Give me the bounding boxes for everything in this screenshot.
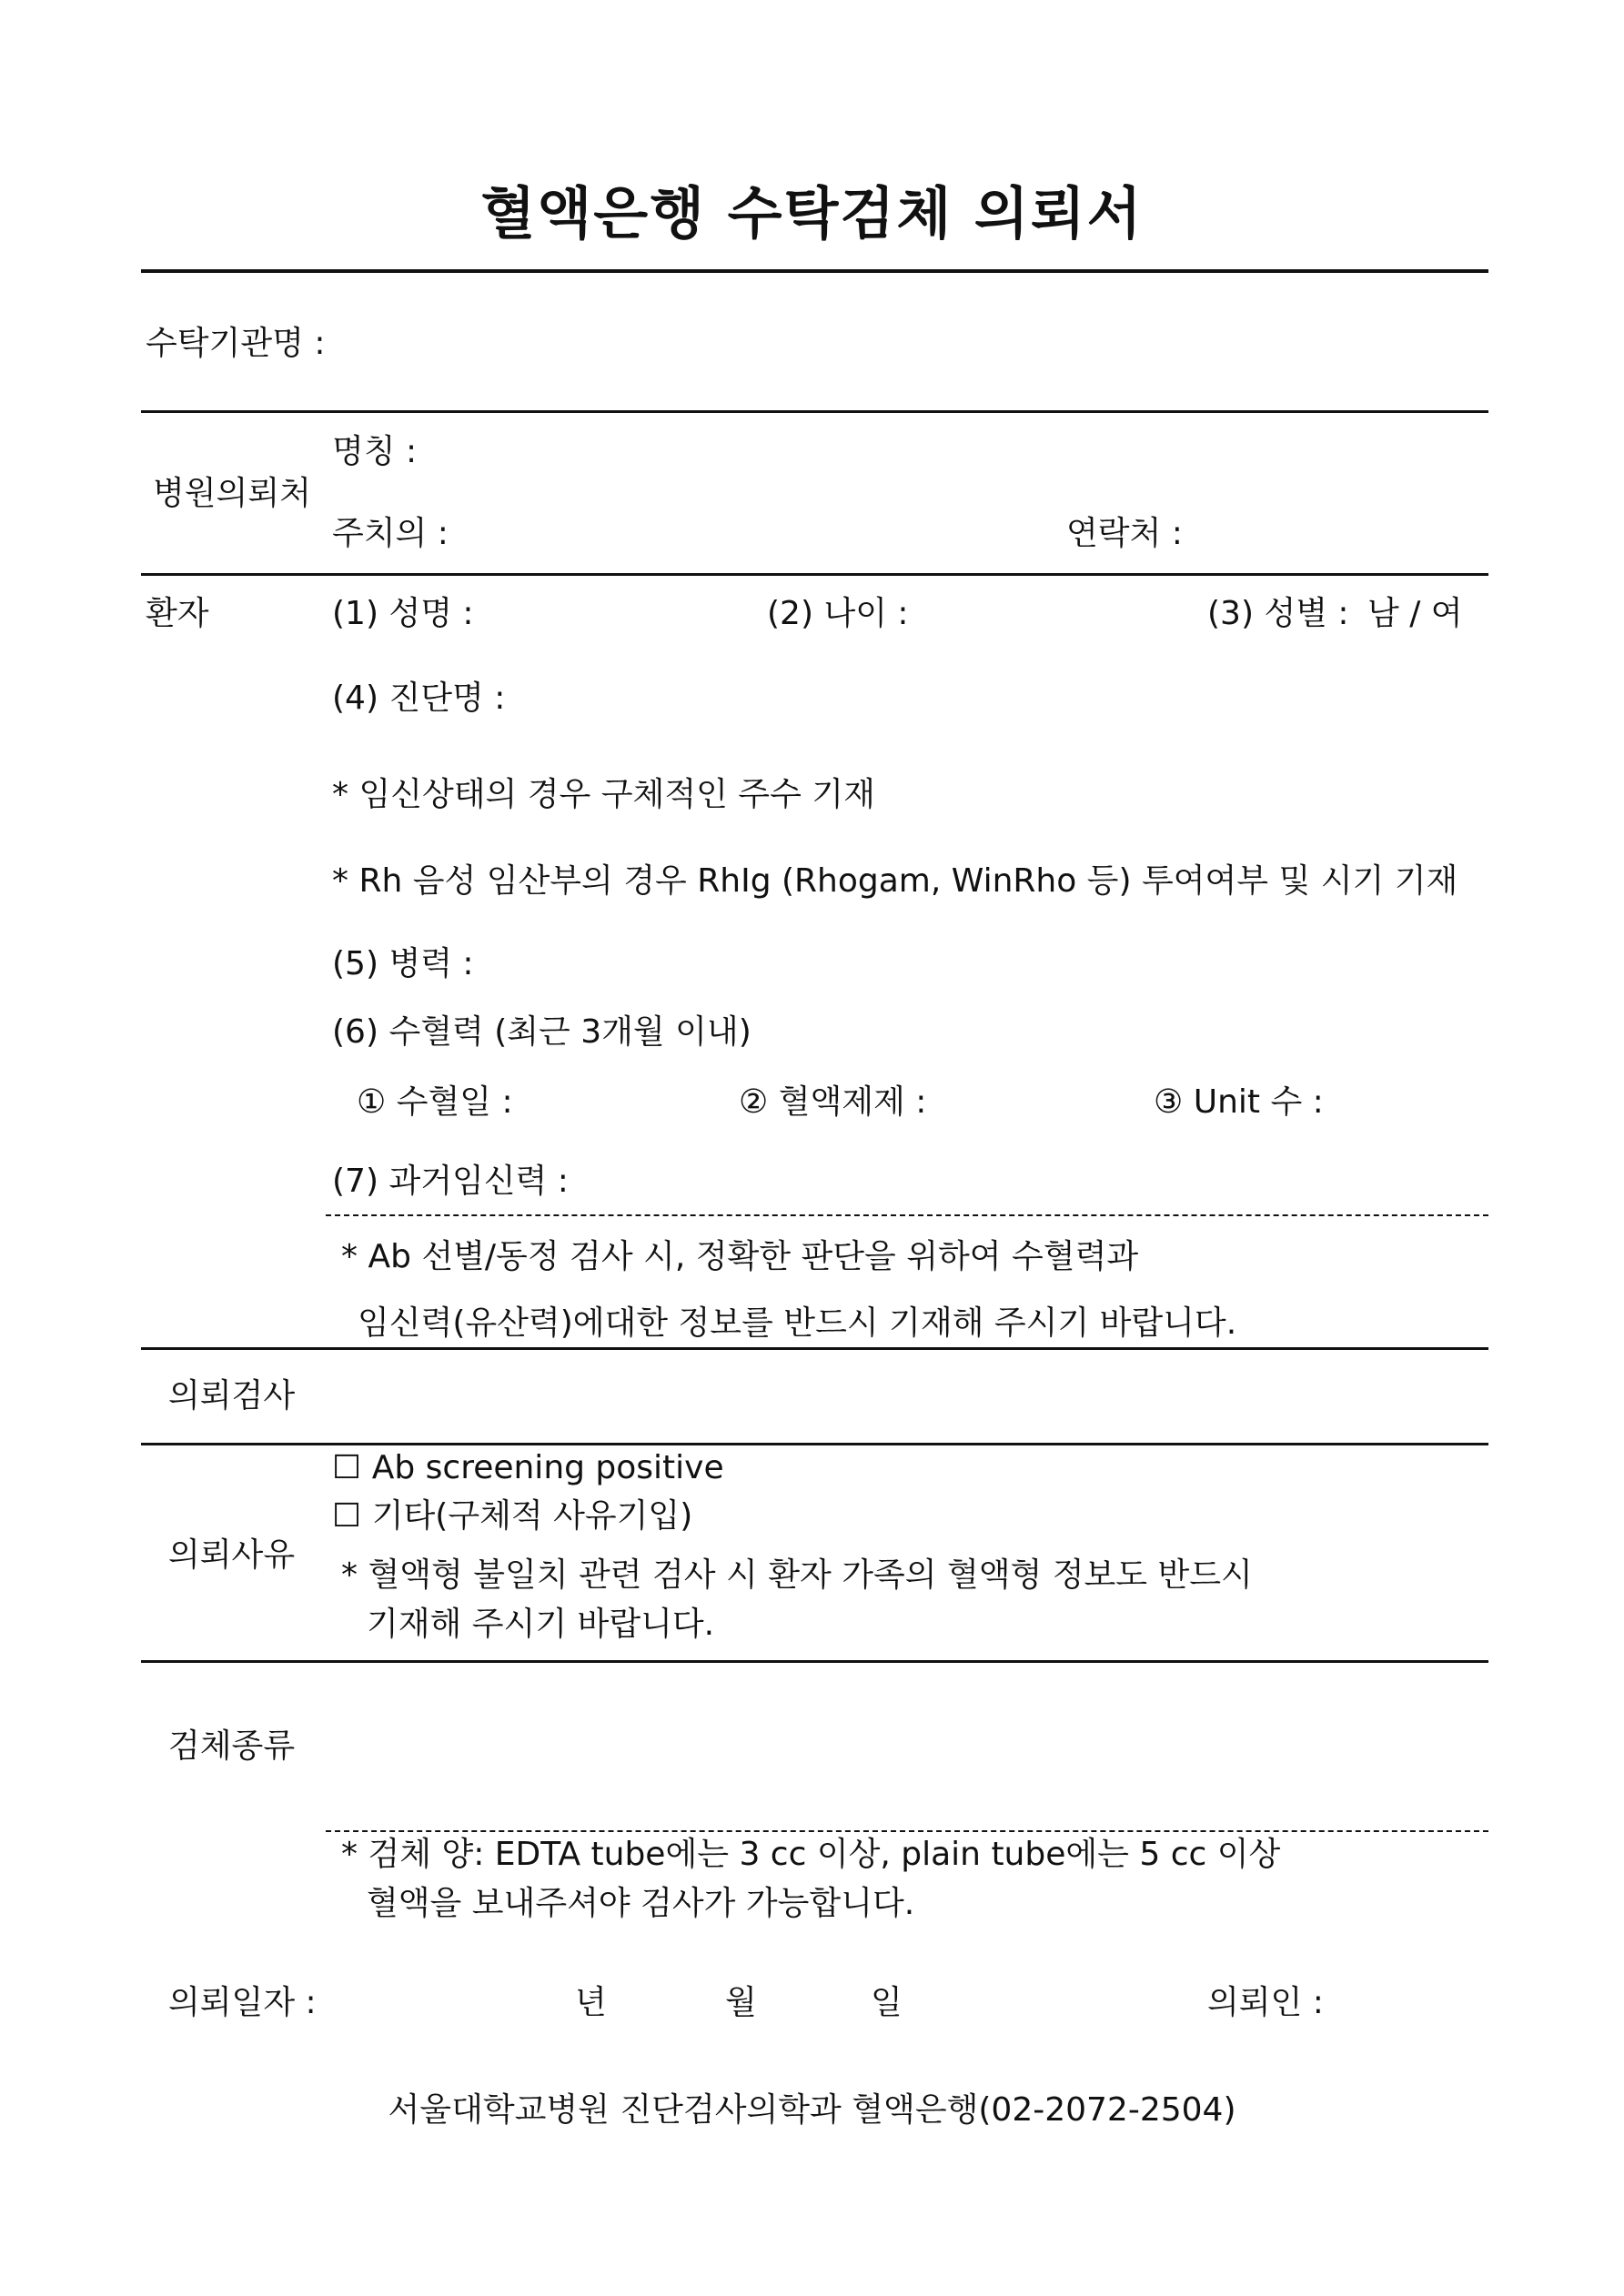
reason-label: 의뢰사유 — [168, 1536, 296, 1574]
patient-age-label: (2) 나이 : — [767, 595, 909, 632]
transfusion-label: (6) 수혈력 (최근 3개월 이내) — [332, 1013, 751, 1051]
reason-note-line2: 기재해 주시기 바랍니다. — [367, 1606, 715, 1643]
history-label: (5) 병력 : — [332, 945, 474, 982]
hospital-label: 병원의뢰처 — [153, 475, 311, 512]
doctor-label: 주치의 : — [332, 515, 449, 552]
request-day: 일 — [871, 1984, 903, 2021]
diagnosis-label: (4) 진단명 : — [332, 680, 506, 717]
divider-dashed-patient — [326, 1214, 1488, 1216]
divider-dashed-specimen — [326, 1830, 1488, 1832]
request-month: 월 — [725, 1984, 757, 2021]
reason-note-line1: * 혈액형 불일치 관련 검사 시 환자 가족의 혈액형 정보도 반드시 — [341, 1556, 1253, 1594]
specimen-note-line1: * 검체 양: EDTA tube에는 3 cc 이상, plain tube에는 5 cc 이상 — [341, 1836, 1281, 1873]
divider-institution — [141, 410, 1488, 413]
page-title: 혈액은행 수탁검체 의뢰서 — [480, 180, 1144, 247]
patient-name-label: (1) 성명 : — [332, 595, 474, 632]
hospital-name-label: 명칭 : — [332, 433, 418, 470]
ab-note-line1: * Ab 선별/동정 검사 시, 정확한 판단을 위하여 수혈력과 — [341, 1238, 1139, 1275]
note-rh: * Rh 음성 임산부의 경우 RhIg (Rhogam, WinRho 등) 투여여부 및 시기 기재 — [332, 862, 1458, 900]
divider-test-request — [141, 1443, 1488, 1445]
contact-label: 연락처 : — [1066, 515, 1183, 552]
transfusion-product-label: ② 혈액제제 : — [739, 1083, 927, 1121]
ab-note-line2: 임신력(유산력)에대한 정보를 반드시 기재해 주시기 바랍니다. — [358, 1304, 1237, 1342]
patient-sex-options: 남 / 여 — [1367, 595, 1463, 632]
transfusion-date-label: ① 수혈일 : — [357, 1083, 513, 1121]
requester-label: 의뢰인 : — [1207, 1984, 1324, 2021]
transfusion-units-label: ③ Unit 수 : — [1154, 1083, 1324, 1121]
patient-label: 환자 — [146, 595, 209, 632]
request-year: 년 — [575, 1984, 607, 2021]
pregnancy-history-label: (7) 과거임신력 : — [332, 1163, 569, 1200]
specimen-label: 검체종류 — [168, 1727, 296, 1765]
divider-hospital — [141, 573, 1488, 576]
reason-option-other[interactable]: ☐ 기타(구체적 사유기입) — [332, 1497, 693, 1535]
divider-patient — [141, 1347, 1488, 1350]
institution-label: 수탁기관명 : — [146, 325, 326, 362]
patient-sex-label: (3) 성별 : — [1207, 595, 1349, 632]
divider-title — [141, 269, 1488, 273]
divider-reason — [141, 1660, 1488, 1663]
footer-text: 서울대학교병원 진단검사의학과 혈액은행(02-2072-2504) — [388, 2091, 1236, 2129]
request-date-label: 의뢰일자 : — [168, 1984, 317, 2021]
reason-option-ab[interactable]: ☐ Ab screening positive — [332, 1449, 724, 1486]
note-pregnancy: * 임신상태의 경우 구체적인 주수 기재 — [332, 776, 875, 813]
test-request-label: 의뢰검사 — [168, 1377, 296, 1415]
specimen-note-line2: 혈액을 보내주셔야 검사가 가능합니다. — [367, 1885, 915, 1922]
